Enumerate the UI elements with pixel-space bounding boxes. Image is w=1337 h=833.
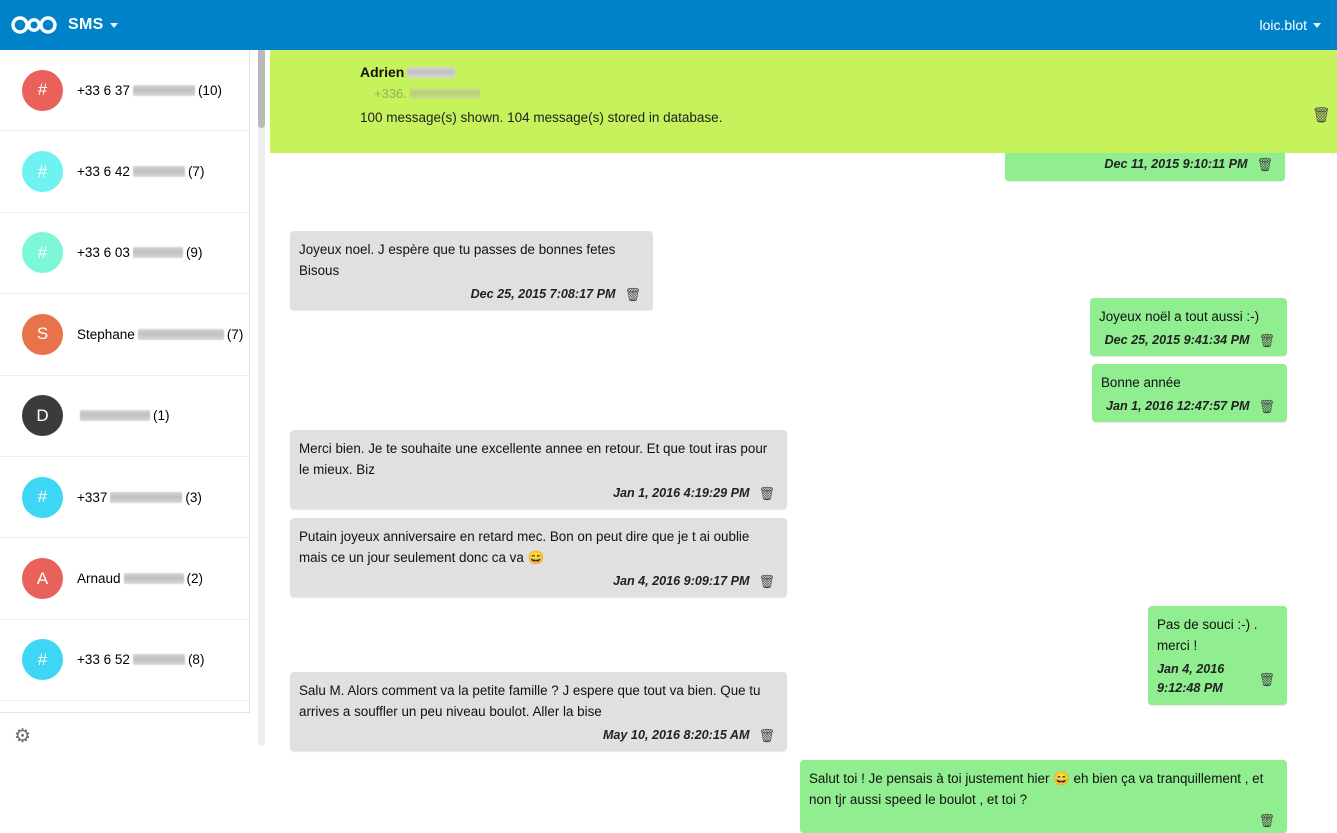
- sidebar-settings-bar: [0, 712, 250, 760]
- message-bubble-incoming: [290, 231, 653, 310]
- contact-label: [77, 83, 222, 98]
- message-meta: [809, 814, 1275, 827]
- message-bubble-outgoing: [1092, 364, 1287, 422]
- delete-message-icon[interactable]: 🗑: [1258, 399, 1275, 415]
- redacted-contact: [133, 85, 195, 96]
- chevron-down-icon[interactable]: [110, 23, 118, 28]
- conversation-contact-name: [360, 64, 1317, 80]
- sidebar-scrollbar-thumb[interactable]: [258, 48, 265, 128]
- message-text: Bonne année: [1101, 375, 1181, 390]
- message-bubble-outgoing: [1090, 298, 1287, 356]
- message-text: Joyeux noel. J espère que tu passes de bonnes fetes Bisous: [299, 242, 616, 278]
- gear-icon[interactable]: ⚙: [14, 726, 32, 747]
- redacted-contact: [124, 573, 184, 584]
- message-meta: [1101, 397, 1275, 417]
- message-text: Salut toi ! Je pensais à toi justement hier 😄 eh bien ça va tranquillement , et non tjr aussi speed le boulot , et toi ?: [809, 771, 1264, 807]
- message-timestamp: Jan 1, 2016 12:47:57 PM: [1105, 398, 1250, 413]
- contact-label: [77, 408, 170, 423]
- conversation-contact-number-text: +336.: [374, 86, 407, 101]
- avatar: #: [22, 639, 63, 680]
- contact-message-count: (2): [186, 571, 204, 587]
- contact-message-count: (7): [226, 326, 244, 342]
- contact-label: [77, 652, 204, 667]
- contact-list-item[interactable]: [0, 213, 249, 294]
- message-timestamp: Dec 11, 2015 9:10:11 PM: [1104, 157, 1248, 171]
- contact-message-count: (9): [185, 245, 203, 261]
- contact-name: +33 6 42: [77, 164, 130, 180]
- avatar: S: [22, 314, 63, 355]
- delete-message-icon[interactable]: 🗑: [1258, 812, 1275, 828]
- avatar: #: [22, 151, 63, 192]
- delete-message-icon[interactable]: 🗑: [758, 485, 775, 501]
- delete-message-icon[interactable]: 🗑: [758, 573, 775, 589]
- message-meta: [1014, 155, 1273, 175]
- contact-name: +337: [77, 489, 108, 505]
- contact-list-item[interactable]: [0, 50, 249, 131]
- message-text: Joyeux noël a tout aussi :-): [1099, 309, 1260, 324]
- message-list: [270, 153, 1337, 828]
- contact-list[interactable]: [0, 50, 249, 712]
- message-meta: [1157, 660, 1275, 699]
- message-meta: [299, 484, 775, 504]
- avatar: D: [22, 395, 63, 436]
- user-menu[interactable]: [1260, 17, 1321, 33]
- contact-name: Arnaud: [77, 571, 121, 587]
- delete-message-icon[interactable]: 🗑: [1256, 157, 1273, 173]
- message-bubble-outgoing: [1148, 606, 1287, 705]
- message-bubble-outgoing: [800, 760, 1287, 833]
- avatar: #: [22, 232, 63, 273]
- message-bubble-incoming: [290, 430, 787, 509]
- delete-message-icon[interactable]: 🗑: [1258, 333, 1275, 349]
- message-meta: [1099, 331, 1275, 351]
- redacted-contact: [133, 166, 185, 177]
- chevron-down-icon[interactable]: [1313, 23, 1321, 28]
- nextcloud-logo-icon[interactable]: [0, 0, 62, 50]
- message-timestamp: Jan 4, 2016 9:09:17 PM: [612, 573, 750, 588]
- delete-message-icon[interactable]: 🗑: [624, 286, 641, 302]
- sidebar-scrollbar-track: [258, 46, 265, 746]
- delete-message-icon[interactable]: 🗑: [1258, 671, 1275, 687]
- user-menu-label: loic.blot: [1259, 17, 1307, 33]
- contact-label: [77, 490, 202, 505]
- message-meta: [299, 726, 775, 746]
- redacted-contact: [80, 410, 150, 421]
- contact-list-item[interactable]: [0, 457, 249, 538]
- avatar: A: [22, 558, 63, 599]
- redacted-name: [407, 67, 455, 78]
- contact-list-item[interactable]: [0, 620, 249, 701]
- conversation-header: [270, 50, 1337, 153]
- redacted-contact: [133, 654, 185, 665]
- message-timestamp: Dec 25, 2015 7:08:17 PM: [470, 286, 616, 301]
- message-timestamp: Dec 25, 2015 9:41:34 PM: [1104, 332, 1250, 347]
- contact-name: +33 6 03: [77, 245, 130, 261]
- redacted-contact: [133, 247, 183, 258]
- contact-list-item[interactable]: [0, 294, 249, 375]
- message-meta: [299, 285, 641, 305]
- contact-label: [77, 327, 243, 342]
- contact-list-item[interactable]: [0, 538, 249, 619]
- contact-message-count: (8): [187, 652, 205, 668]
- message-list-fade: [270, 754, 1337, 760]
- contact-label: [77, 245, 202, 260]
- message-bubble-incoming: [290, 672, 787, 751]
- app-title-label: SMS: [68, 16, 104, 33]
- contact-name: Stephane: [77, 326, 135, 342]
- redacted-contact: [110, 492, 182, 503]
- contacts-sidebar: [0, 50, 250, 760]
- contact-label: [77, 571, 203, 586]
- contact-name: +33 6 52: [77, 652, 130, 668]
- contact-name: +33 6 37: [77, 82, 130, 98]
- contact-label: [77, 164, 204, 179]
- redacted-contact: [138, 329, 224, 340]
- message-timestamp: Jan 4, 2016 9:12:48 PM: [1157, 661, 1225, 696]
- contact-list-item[interactable]: [0, 376, 249, 457]
- message-text: Salu M. Alors comment va la petite famille ? J espere que tout va bien. Que tu arrives a souffler un peu niveau boulot. Aller la bise: [299, 683, 761, 719]
- app-title[interactable]: [68, 16, 118, 34]
- avatar: #: [22, 70, 63, 111]
- delete-message-icon[interactable]: 🗑: [758, 727, 775, 743]
- contact-list-item[interactable]: [0, 131, 249, 212]
- message-bubble-incoming: [290, 518, 787, 597]
- delete-conversation-icon[interactable]: 🗑: [1311, 107, 1331, 124]
- top-bar: [0, 0, 1337, 50]
- contact-message-count: (10): [197, 82, 222, 98]
- redacted-number: [410, 88, 480, 99]
- avatar: #: [22, 477, 63, 518]
- contact-message-count: (7): [187, 164, 205, 180]
- contact-message-count: (1): [153, 408, 170, 424]
- conversation-contact-number: [374, 86, 1317, 101]
- conversation-status: 100 message(s) shown. 104 message(s) stored in database.: [360, 110, 723, 125]
- message-timestamp: Jan 1, 2016 4:19:29 PM: [612, 485, 750, 500]
- message-timestamp: May 10, 2016 8:20:15 AM: [602, 727, 750, 742]
- message-meta: [299, 572, 775, 592]
- conversation-contact-name-text: Adrien: [360, 64, 405, 80]
- conversation-panel: [270, 50, 1337, 828]
- message-text: Putain joyeux anniversaire en retard mec. Bon on peut dire que je t ai oublie mais ce un jour seulement donc ca va 😄: [299, 529, 750, 565]
- message-text: Pas de souci :-) . merci !: [1157, 617, 1258, 653]
- contact-message-count: (3): [185, 489, 202, 505]
- message-text: Merci bien. Je te souhaite une excellente annee en retour. Et que tout iras pour le mieux. Biz: [299, 441, 768, 477]
